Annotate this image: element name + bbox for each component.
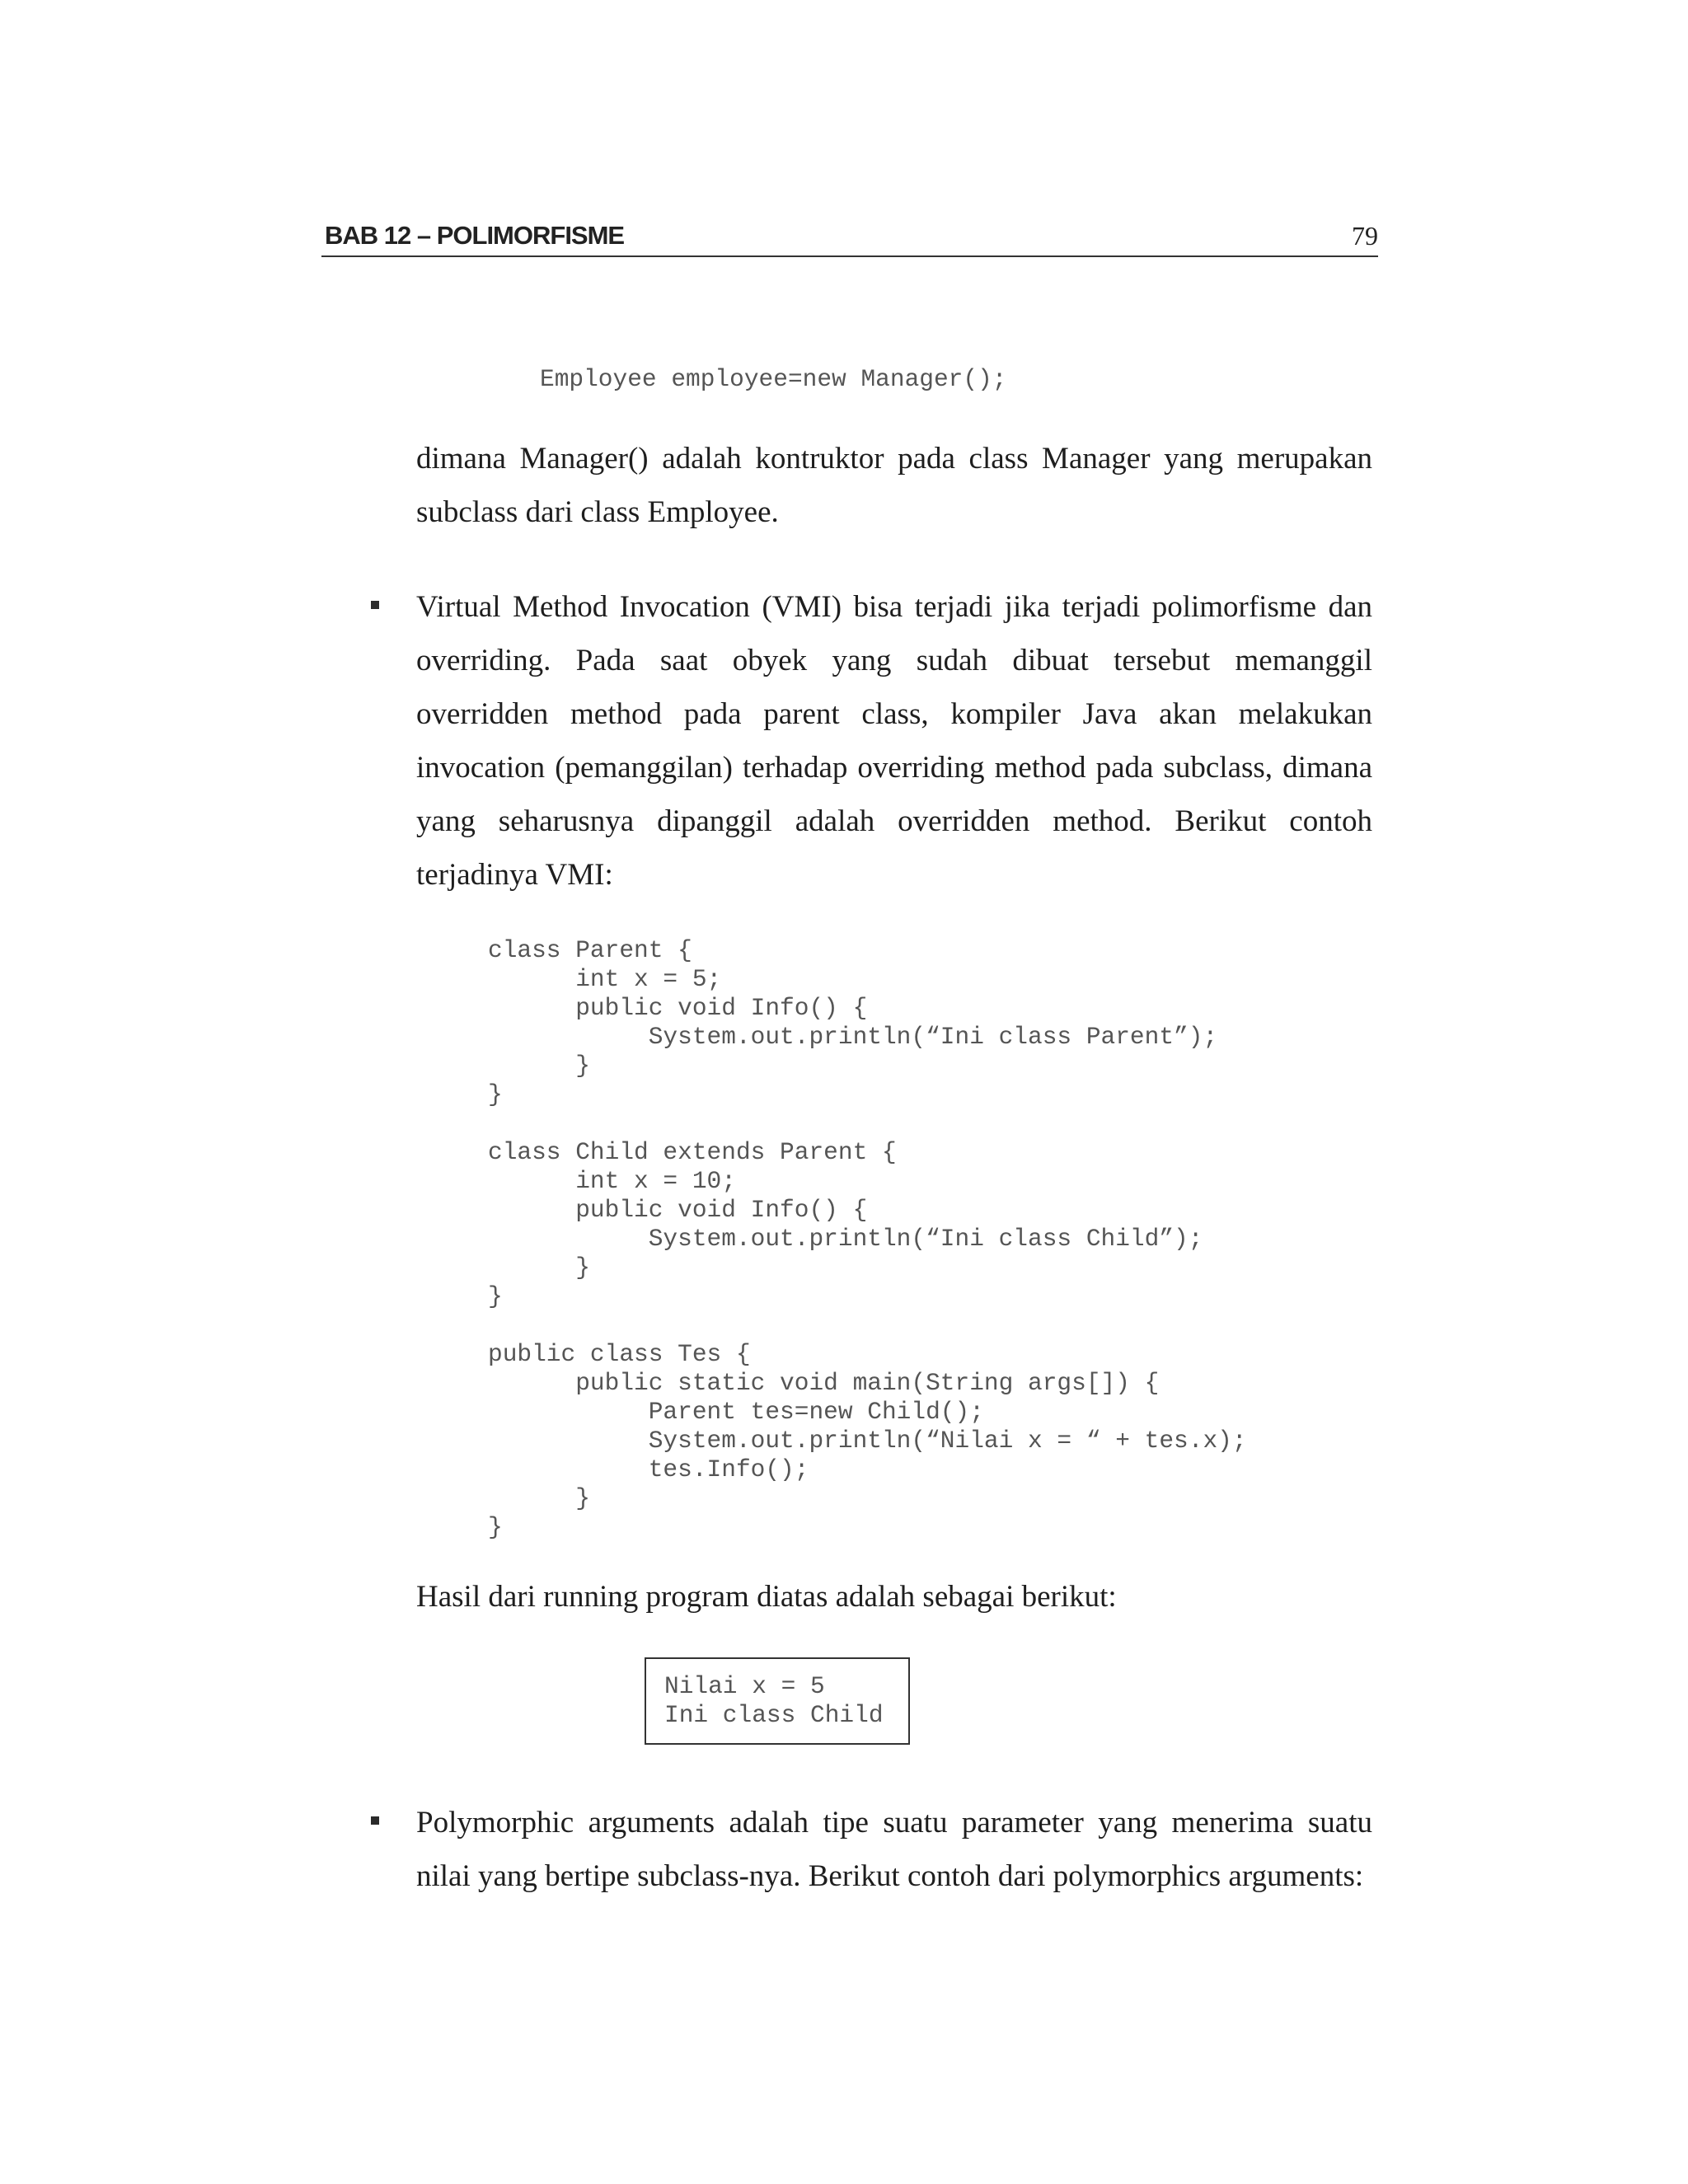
paragraph-vmi (416, 580, 1372, 902)
code-line: } (488, 1282, 503, 1310)
code-line (488, 1109, 1247, 1138)
page-number: 79 (1352, 221, 1378, 251)
code-line: Parent tes=new Child(); (488, 1398, 984, 1426)
code-intro (540, 365, 1007, 394)
code-line: int x = 5; (488, 965, 722, 993)
bullet-marker (371, 601, 379, 609)
code-line: System.out.println(“Ini class Parent”); (488, 1023, 1218, 1051)
paragraph-line: subclass dari class Employee. (416, 495, 779, 529)
code-line: public static void main(String args[]) { (488, 1369, 1160, 1397)
code-line: } (488, 1052, 590, 1080)
paragraph-line: Polymorphic arguments adalah tipe suatu parameter yang menerima suatu (416, 1806, 1372, 1840)
code-line: int x = 10; (488, 1167, 736, 1195)
chapter-title: BAB 12 – POLIMORFISME (325, 221, 625, 250)
paragraph-line: yang seharusnya dipanggil adalah overridden method. Berikut contoh (416, 804, 1372, 838)
output-line: Ini class Child (664, 1701, 884, 1729)
paragraph-line: dimana Manager() adalah kontruktor pada class Manager yang merupakan (416, 442, 1372, 476)
paragraph-line: nilai yang bertipe subclass-nya. Berikut contoh dari polymorphics arguments: (416, 1859, 1364, 1893)
code-vmi-example (488, 936, 1247, 1542)
code-line: } (488, 1080, 503, 1108)
code-line: tes.Info(); (488, 1455, 809, 1483)
code-line: } (488, 1254, 590, 1282)
code-line: System.out.println(“Ini class Child”); (488, 1225, 1203, 1253)
code-line: public class Tes { (488, 1340, 751, 1368)
paragraph-line: invocation (pemanggilan) terhadap overriding method pada subclass, dimana (416, 751, 1372, 785)
paragraph-manager (416, 432, 1372, 539)
paragraph-line: terjadinya VMI: (416, 858, 613, 892)
paragraph-line: overriding. Pada saat obyek yang sudah dibuat tersebut memanggil (416, 644, 1372, 677)
paragraph-result (416, 1570, 1372, 1624)
code-line: Employee employee=new Manager(); (540, 365, 1007, 393)
paragraph-line: Hasil dari running program diatas adalah sebagai berikut: (416, 1580, 1117, 1614)
paragraph-line: Virtual Method Invocation (VMI) bisa terjadi jika terjadi polimorfisme dan (416, 590, 1372, 624)
code-line: } (488, 1513, 503, 1541)
paragraph-polymorphic (416, 1796, 1372, 1903)
code-line: class Parent { (488, 936, 692, 964)
code-line: } (488, 1484, 590, 1512)
bullet-marker (371, 1816, 379, 1825)
code-line (488, 1311, 1247, 1340)
program-output (664, 1672, 884, 1730)
running-header (321, 219, 1378, 257)
paragraph-line: overridden method pada parent class, kompiler Java akan melakukan (416, 697, 1372, 731)
code-line: class Child extends Parent { (488, 1138, 897, 1166)
code-line: public void Info() { (488, 994, 868, 1022)
code-line: public void Info() { (488, 1196, 868, 1224)
code-line: System.out.println(“Nilai x = “ + tes.x); (488, 1427, 1247, 1455)
output-line: Nilai x = 5 (664, 1672, 825, 1700)
program-output-box (645, 1657, 910, 1745)
